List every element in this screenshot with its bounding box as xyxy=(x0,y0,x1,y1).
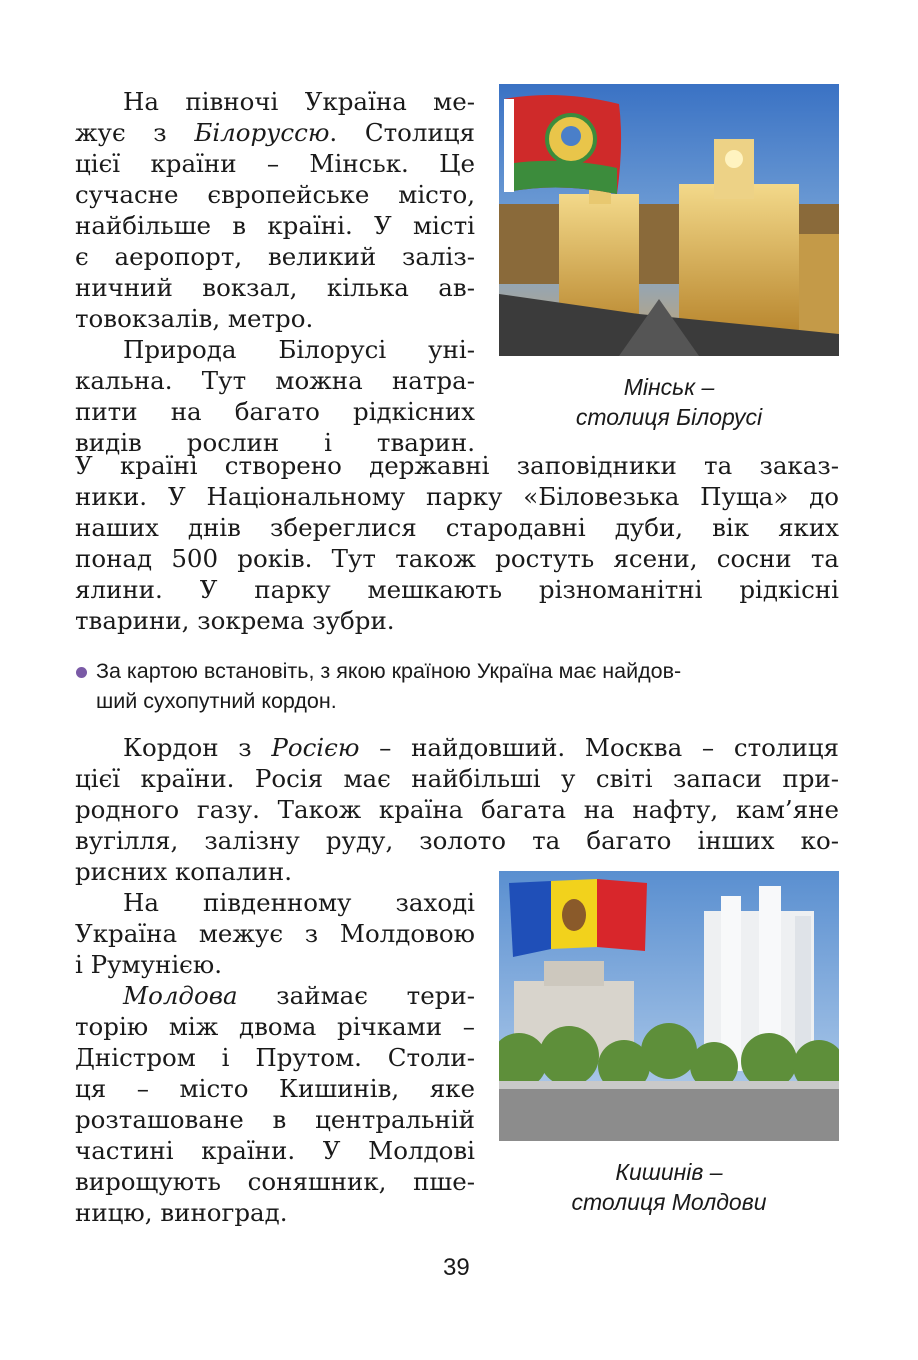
text-line: Дністром і Прутом. Столи- xyxy=(75,1043,475,1072)
text-line: На півночі Україна ме- xyxy=(123,87,475,116)
text-line: Природа Білорусі уні- xyxy=(123,335,475,364)
task-bullet-icon xyxy=(76,667,87,678)
text-line: цієї країни. Росія має найбільші у світі запаси при- xyxy=(75,764,839,793)
text-line: кальна. Тут можна натра- xyxy=(75,366,475,395)
text-line: найбільше в країні. У місті xyxy=(75,211,475,240)
text-line: пити на багато рідкісних xyxy=(75,397,475,426)
page-number: 39 xyxy=(443,1254,470,1281)
text-line: ники. У Національному парку «Біловезька Пуща» до xyxy=(75,482,839,511)
belarus-column-text xyxy=(75,86,475,458)
text-line: торію між двома річками – xyxy=(75,1012,475,1041)
text-line: вирощують соняшник, пше- xyxy=(75,1167,475,1196)
text-line: сучасне європейське місто, xyxy=(75,180,475,209)
minsk-photo-icon xyxy=(499,84,839,356)
russia-text xyxy=(75,732,839,887)
country-name-belarus: Білоруссю xyxy=(194,118,330,147)
text-line: понад 500 років. Тут також ростуть ясени, сосни та xyxy=(75,544,839,573)
task-line: За картою встановіть, з якою країною Україна має найдов- xyxy=(96,659,682,683)
text-line: і Румунією. xyxy=(75,950,222,979)
text-line: У країні створено державні заповідники та заказ- xyxy=(75,451,839,480)
text-line: є аеропорт, великий заліз- xyxy=(75,242,475,271)
text-line: жує з Білоруссю. Столиця xyxy=(75,118,475,147)
chisinau-photo xyxy=(499,871,839,1141)
text-line: ничний вокзал, кілька ав- xyxy=(75,273,475,302)
task-line: ший сухопутний кордон. xyxy=(96,689,337,713)
moldova-column-text xyxy=(75,887,475,1228)
task-text xyxy=(96,656,839,716)
text-line: частині країни. У Молдові xyxy=(75,1136,475,1165)
text-line: рисних копалин. xyxy=(75,857,293,886)
text-line: родного газу. Також країна багата на нафту, кам’яне xyxy=(75,795,839,824)
chisinau-caption xyxy=(499,1157,839,1217)
country-name-moldova: Молдова xyxy=(123,981,238,1010)
text-line: ця – місто Кишинів, яке xyxy=(75,1074,475,1103)
text-line: На південному заході xyxy=(123,888,475,917)
text-line: цієї країни – Мінськ. Це xyxy=(75,149,475,178)
text-line: Молдова займає тери- xyxy=(123,981,475,1010)
text-line: Україна межує з Молдовою xyxy=(75,919,475,948)
belarus-flag-icon xyxy=(504,95,621,194)
minsk-caption xyxy=(499,372,839,432)
caption-line: столиця Білорусі xyxy=(575,404,763,430)
chisinau-photo-icon xyxy=(499,871,839,1141)
belarus-full-text xyxy=(75,450,839,636)
moldova-flag-icon xyxy=(509,879,647,957)
text-line: вугілля, залізну руду, золото та багато інших ко- xyxy=(75,826,839,855)
text-line: наших днів збереглися стародавні дуби, вік яких xyxy=(75,513,839,542)
text-line: ялини. У парку мешкають різноманітні рідкісні xyxy=(75,575,839,604)
caption-line: Мінськ – xyxy=(623,374,715,400)
text-line: видів рослин і тварин. xyxy=(75,428,475,457)
text-line: ницю, виноград. xyxy=(75,1198,288,1227)
minsk-photo xyxy=(499,84,839,356)
caption-line: Кишинів – xyxy=(615,1159,723,1185)
country-name-russia: Росією xyxy=(271,733,360,762)
text-line: товокзалів, метро. xyxy=(75,304,314,333)
text-line: тварини, зокрема зубри. xyxy=(75,606,395,635)
text-line: Кордон з Росією – найдовший. Москва – столиця xyxy=(123,733,839,762)
text-line: розташоване в центральній xyxy=(75,1105,475,1134)
caption-line: столиця Молдови xyxy=(571,1189,767,1215)
